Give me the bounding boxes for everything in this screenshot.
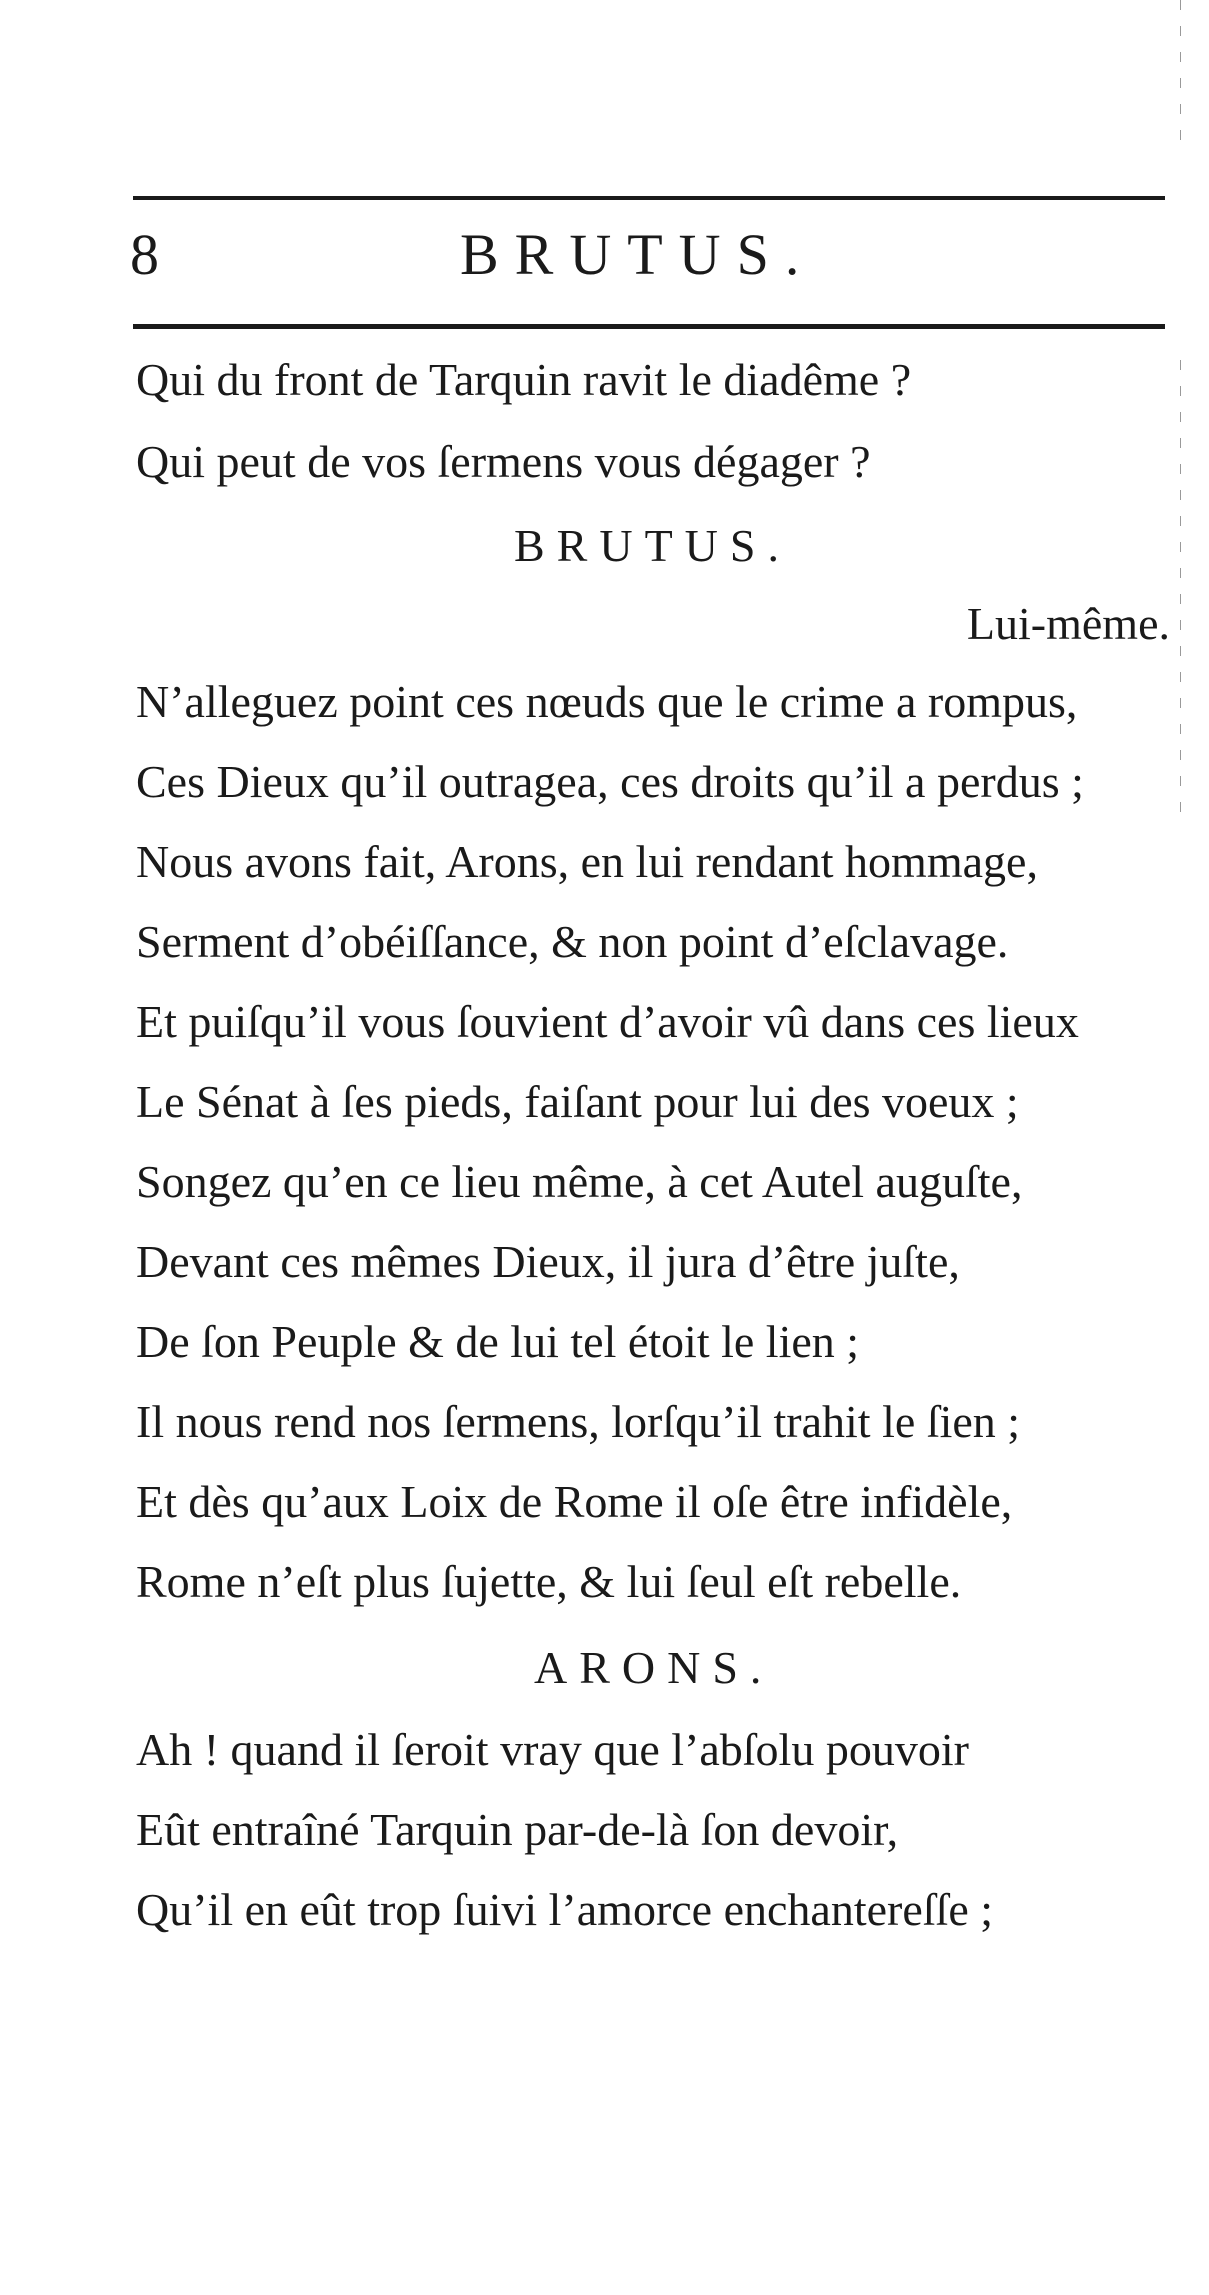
verse-line: Eût entraîné Tarquin par-de-là ſon devoir, bbox=[136, 1804, 899, 1855]
verse-line: Qui du front de Tarquin ravit le diadême ? bbox=[136, 354, 912, 405]
scan-edge-mark bbox=[1180, 0, 1181, 140]
verse-line: Nous avons fait, Arons, en lui rendant hommage, bbox=[136, 836, 1038, 887]
verse-half-line: Lui-même. bbox=[966, 598, 1170, 649]
verse-line: Ah ! quand il ſeroit vray que l’abſolu pouvoir bbox=[136, 1724, 969, 1775]
verse-line: De ſon Peuple & de lui tel étoit le lien ; bbox=[136, 1316, 860, 1367]
verse-line: Qui peut de vos ſermens vous dégager ? bbox=[136, 436, 871, 487]
verse-line: N’alleguez point ces nœuds que le crime a rompus, bbox=[136, 676, 1078, 727]
verse-line: Et dès qu’aux Loix de Rome il oſe être infidèle, bbox=[136, 1476, 1013, 1527]
verse-line: Il nous rend nos ſermens, lorſqu’il trahit le ſien ; bbox=[136, 1396, 1021, 1447]
verse-line: Devant ces mêmes Dieux, il jura d’être juſte, bbox=[136, 1236, 960, 1287]
verse-line: Rome n’eſt plus ſujette, & lui ſeul eſt rebelle. bbox=[136, 1556, 962, 1607]
header-top-rule bbox=[133, 196, 1165, 200]
verse-line: Serment d’obéiſſance, & non point d’eſclavage. bbox=[136, 916, 1009, 967]
header-bottom-rule bbox=[133, 324, 1165, 329]
scan-edge-mark bbox=[1180, 360, 1181, 820]
speaker-name-arons: ARONS. bbox=[534, 1642, 774, 1693]
running-title: BRUTUS. bbox=[460, 222, 816, 287]
speaker-name-brutus: BRUTUS. bbox=[514, 520, 791, 571]
verse-line: Qu’il en eût trop ſuivi l’amorce enchantereſſe ; bbox=[136, 1884, 994, 1935]
verse-line: Le Sénat à ſes pieds, faiſant pour lui des voeux ; bbox=[136, 1076, 1019, 1127]
verse-line: Ces Dieux qu’il outragea, ces droits qu’il a perdus ; bbox=[136, 756, 1084, 807]
page-number: 8 bbox=[130, 222, 159, 287]
verse-line: Songez qu’en ce lieu même, à cet Autel auguſte, bbox=[136, 1156, 1023, 1207]
verse-line: Et puiſqu’il vous ſouvient d’avoir vû dans ces lieux bbox=[136, 996, 1079, 1047]
